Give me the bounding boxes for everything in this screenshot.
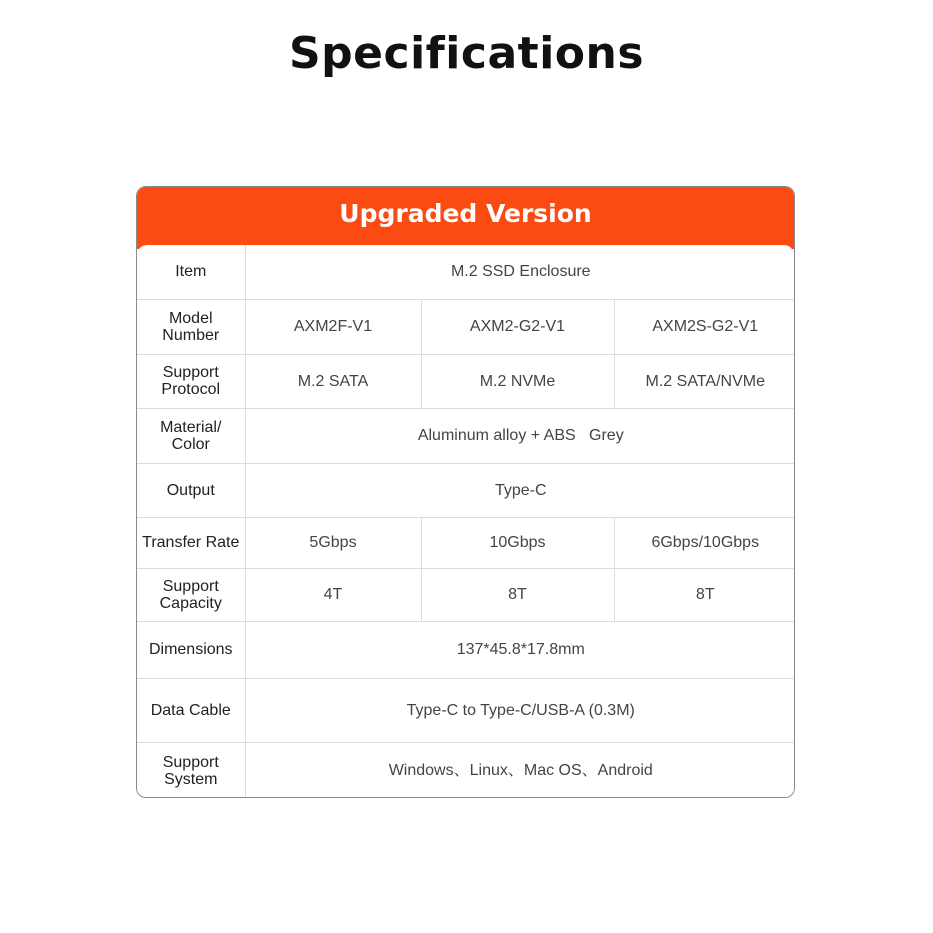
table-header-title: Upgraded Version [339, 199, 592, 228]
table-row [137, 245, 795, 299]
row-value: Windows、Linux、Mac OS、Android [388, 762, 653, 780]
row-value: M.2 NVMe [421, 354, 614, 408]
table-row [137, 408, 795, 463]
row-value: M.2 SATA/NVMe [614, 354, 795, 408]
row-value: AXM2-G2-V1 [421, 299, 614, 354]
table-row [137, 354, 795, 408]
row-value: 10Gbps [421, 517, 614, 568]
row-value: Type-C to Type-C/USB-A (0.3M) [245, 678, 795, 742]
table-row [137, 621, 795, 678]
row-value: Aluminum alloy + ABS Grey [245, 408, 795, 463]
row-value: M.2 SATA [245, 354, 421, 408]
table-row [137, 517, 795, 568]
row-value: M.2 SSD Enclosure [245, 245, 795, 299]
row-label-dimensions: Dimensions [137, 621, 245, 678]
row-value: AXM2F-V1 [245, 299, 421, 354]
spec-table [137, 245, 795, 798]
table-body [137, 245, 794, 797]
row-label-item: Item [137, 245, 245, 299]
row-label-transfer-rate: Transfer Rate [137, 517, 245, 568]
row-value: 5Gbps [245, 517, 421, 568]
row-value: 4T [245, 568, 421, 621]
table-row [137, 463, 795, 517]
row-label-support-capacity: Support Capacity [137, 568, 245, 621]
row-label-data-cable: Data Cable [137, 678, 245, 742]
spec-table-card [136, 186, 795, 798]
table-row [137, 742, 795, 798]
row-label-model-number: Model Number [137, 299, 245, 354]
row-label-output: Output [137, 463, 245, 517]
row-label-support-protocol: Support Protocol [137, 354, 245, 408]
row-value: AXM2S-G2-V1 [614, 299, 795, 354]
row-value: 8T [421, 568, 614, 621]
page-title: Specifications [288, 28, 645, 79]
table-header-banner [137, 187, 794, 249]
row-value: 137*45.8*17.8mm [245, 621, 795, 678]
row-label-support-system: Support System [137, 742, 245, 798]
table-row [137, 299, 795, 354]
row-label-material-color: Material/ Color [137, 408, 245, 463]
row-value: 6Gbps/10Gbps [614, 517, 795, 568]
row-value: 8T [614, 568, 795, 621]
table-row [137, 568, 795, 621]
table-row [137, 678, 795, 742]
row-value: Type-C [245, 463, 795, 517]
